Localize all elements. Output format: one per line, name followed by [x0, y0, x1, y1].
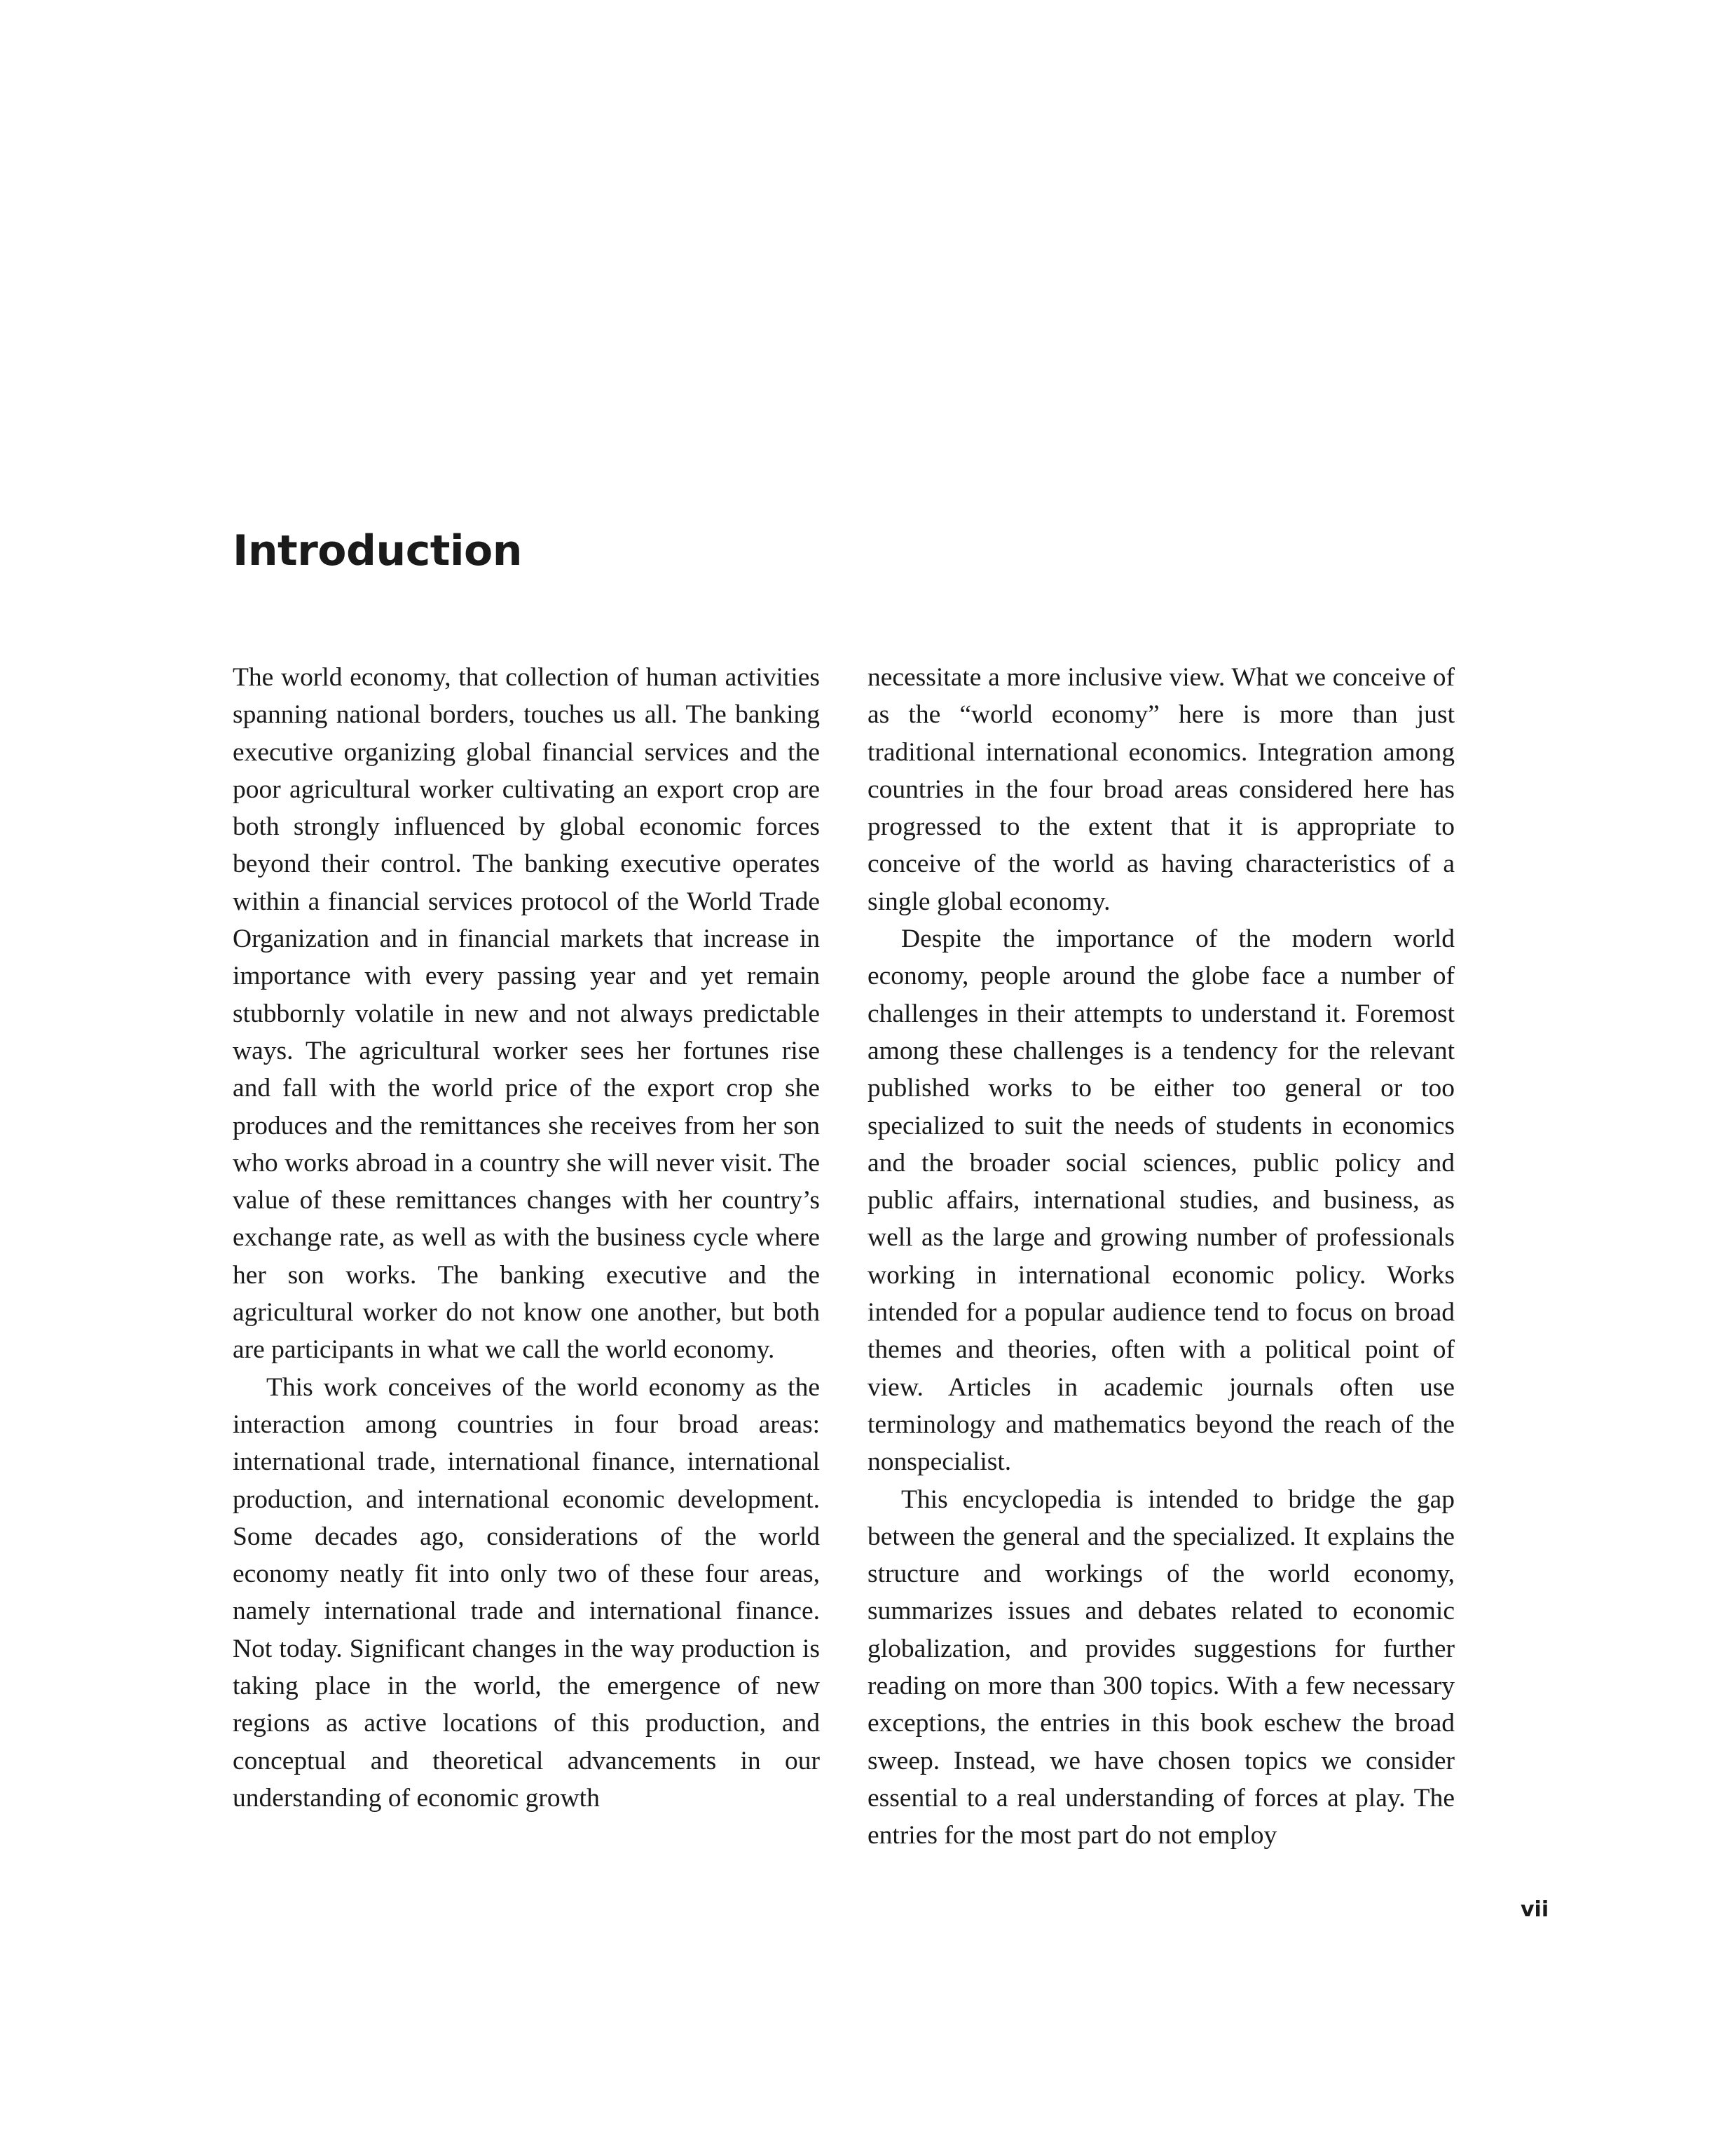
paragraph: necessitate a more inclusive view. What we conceive of as the “world economy” here is more than just traditional international economics. Integration among countries in the four broad areas considered here has progressed to the extent that it is appropriate to conceive of the world as having characteristics of a single global economy.	[868, 663, 1455, 916]
paragraph: The world economy, that collection of human activities spanning national borders, touches us all. The banking executive organizing global financial services and the poor agricultural worker cultivating an export crop are both strongly influenced by global economic forces beyond their control. The banking executive operates within a financial services protocol of the World Trade Organization and in financial markets that increase in importance with every passing year and yet remain stubbornly volatile in new and not always predictable ways. The agricultural worker sees her fortunes rise and fall with the world price of the export crop she produces and the remittances she receives from her son who works abroad in a country she will never visit. The value of these remittances changes with her country’s exchange rate, as well as with the business cycle where her son works. The banking executive and the agricultural worker do not know one another, but both are participants in what we call the world economy.	[233, 663, 820, 1365]
paragraph: This work conceives of the world economy as the interaction among countries in four broad areas: international trade, international finance, international production, and international economic development. Some decades ago, considerations of the world economy neatly fit into only two of these four areas, namely international trade and international finance. Not today. Significant changes in the way production is taking place in the world, the emergence of new regions as active locations of this production, and conceptual and theoretical advancements in our understanding of economic growth	[233, 1372, 820, 1813]
right-column	[868, 659, 1455, 1855]
left-column	[233, 659, 820, 1817]
page-title: Introduction	[233, 526, 522, 575]
paragraph: Despite the importance of the modern world economy, people around the globe face a number of challenges in their attempts to understand it. Foremost among these challenges is a tendency for the relevant published works to be either too general or too specialized to suit the needs of students in economics and the broader social sciences, public policy and public affairs, international studies, and business, as well as the large and growing number of professionals working in international economic policy. Works intended for a popular audience tend to focus on broad themes and theories, often with a political point of view. Articles in academic journals often use terminology and mathematics beyond the reach of the nonspecialist.	[868, 925, 1455, 1477]
page-number: vii	[1521, 1897, 1549, 1922]
paragraph: This encyclopedia is intended to bridge the gap between the general and the specialized. It explains the structure and workings of the world economy, summarizes issues and debates related to economic globalization, and provides suggestions for further reading on more than 300 topics. With a few necessary exceptions, the entries in this book eschew the broad sweep. Instead, we have chosen topics we consider essential to a real understanding of forces at play. The entries for the most part do not employ	[868, 1485, 1455, 1850]
